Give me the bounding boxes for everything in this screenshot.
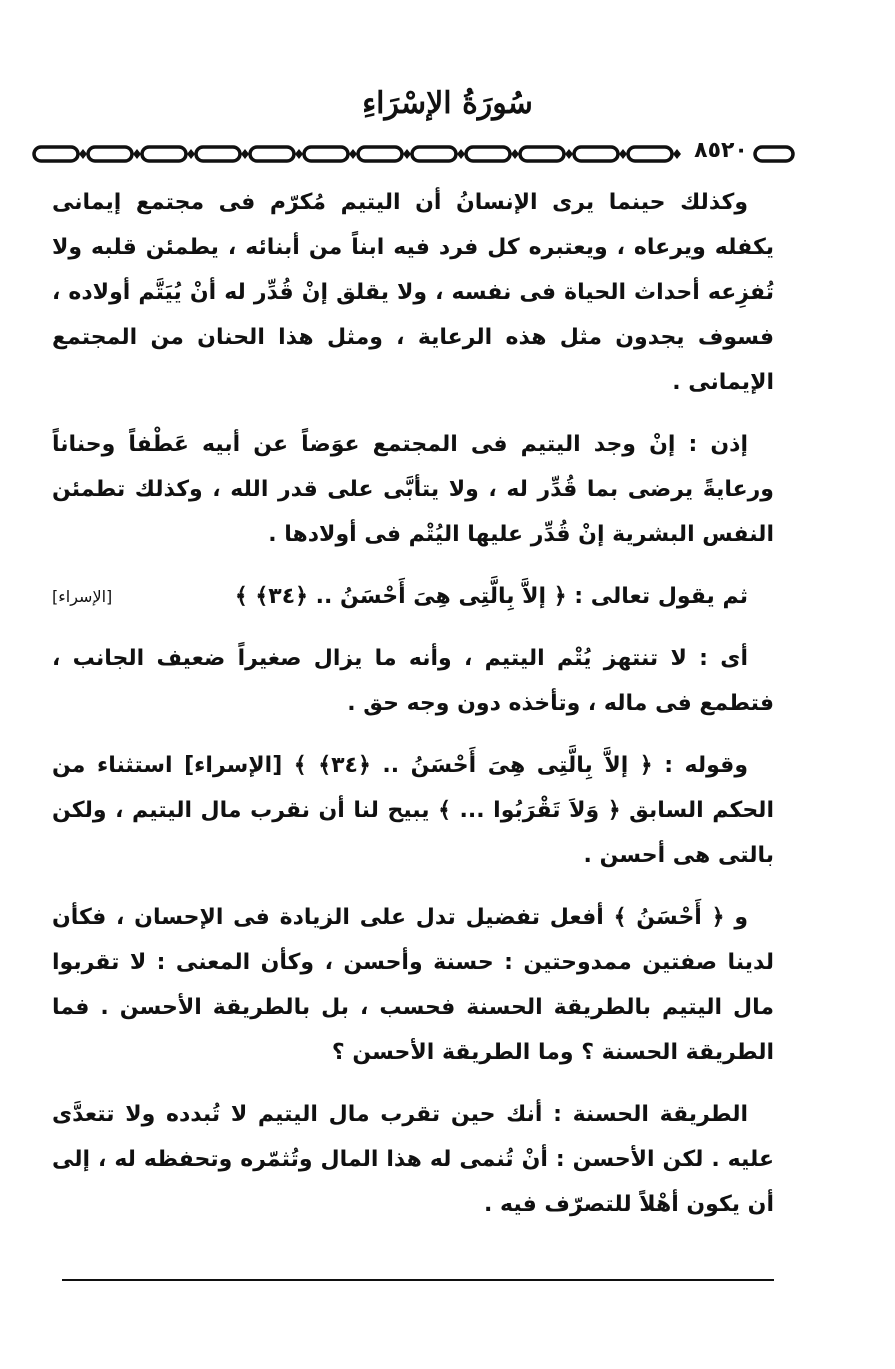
chain-diamond	[349, 149, 357, 159]
chain-diamond	[511, 149, 519, 159]
chain-link	[358, 147, 402, 161]
verse-source: [الإسراء]	[52, 587, 113, 606]
surah-title: سُورَةُ الإسْرَاءِ	[362, 86, 533, 121]
paragraph-1: وكذلك حينما يرى الإنسانُ أن اليتيم مُكرّم فى مجتمع إيمانى يكفله ويرعاه ، ويعتبره كل فرد فيه ابناً من أبنائه ، يطمئن قلبه ولا تُفزِعه أحداث الحياة فى نفسه ، ولا يقلق إنْ قُدِّر له أنْ يُيَتَّم أولاده ، فسوف يجدون مثل هذه الرعاية ، ومثل هذا الحنان من المجتمع الإيمانى .	[52, 190, 774, 395]
page-number: ٨٥٢٠	[694, 138, 748, 163]
chain-link	[196, 147, 240, 161]
chain-diamond	[295, 149, 303, 159]
paragraph-2: إذن : إنْ وجد اليتيم فى المجتمع عوَضاً عن أبيه عَطْفاً وحناناً ورعايةً يرضى بما قُدِّر له ، ولا يتأبَّى على قدر الله ، وكذلك تطمئن النفس البشرية إنْ قُدِّر عليها اليُتْم فى أولادها .	[52, 432, 774, 547]
chain-link	[34, 147, 78, 161]
paragraph-6: الطريقة الحسنة : أنك حين تقرب مال اليتيم لا تُبدده ولا تتعدَّى عليه . لكن الأحسن : أنْ تُنمى له هذا المال وتُثمّره وتحفظه له ، إلى أن يكون أهْلاً للتصرّف فيه .	[52, 1102, 774, 1217]
chain-diamond	[403, 149, 411, 159]
footer-rule	[62, 1279, 774, 1281]
chain-link	[574, 147, 618, 161]
chain-diamond	[187, 149, 195, 159]
chain-link	[466, 147, 510, 161]
chain-diamond	[565, 149, 573, 159]
page-body	[52, 180, 774, 1244]
verse-quote-text: ثم يقول تعالى : ﴿ إلاَّ بِالَّتِى هِىَ أَحْسَنُ .. ﴿٣٤﴾ ﴾	[234, 584, 748, 609]
chain-link	[304, 147, 348, 161]
verse-quote-line	[52, 574, 774, 619]
chain-link	[520, 147, 564, 161]
chain-ornament-right	[752, 142, 797, 166]
chain-diamond	[673, 149, 681, 159]
chain-link	[250, 147, 294, 161]
paragraph-5: و ﴿ أَحْسَنُ ﴾ أفعل تفضيل تدل على الزيادة فى الإحسان ، فكأن لدينا صفتين ممدوحتين : حسنة وأحسن ، وكأن المعنى : لا تقربوا مال اليتيم بالطريقة الحسنة فحسب ، بل بالطريقة الأحسن . فما الطريقة الحسنة ؟ وما الطريقة الأحسن ؟	[52, 905, 774, 1065]
chain-diamond	[619, 149, 627, 159]
chain-diamond	[79, 149, 87, 159]
paragraph-4: وقوله : ﴿ إلاَّ بِالَّتِى هِىَ أَحْسَنُ .. ﴿٣٤﴾ ﴾ [الإسراء] استثناء من الحكم السابق ﴿ وَلاَ تَقْرَبُوا ... ﴾ يبيح لنا أن نقرب مال اليتيم ، ولكن بالتى هى أحسن .	[52, 753, 774, 868]
chain-diamond	[133, 149, 141, 159]
chain-diamond	[457, 149, 465, 159]
chain-ornament-left	[32, 142, 687, 166]
chain-link	[88, 147, 132, 161]
paragraph-3: أى : لا تنتهز يُتْم اليتيم ، وأنه ما يزال صغيراً ضعيف الجانب ، فتطمع فى ماله ، وتأخذه دون وجه حق .	[52, 646, 774, 716]
chain-link	[142, 147, 186, 161]
chain-link	[412, 147, 456, 161]
chain-link	[628, 147, 672, 161]
chain-diamond	[241, 149, 249, 159]
